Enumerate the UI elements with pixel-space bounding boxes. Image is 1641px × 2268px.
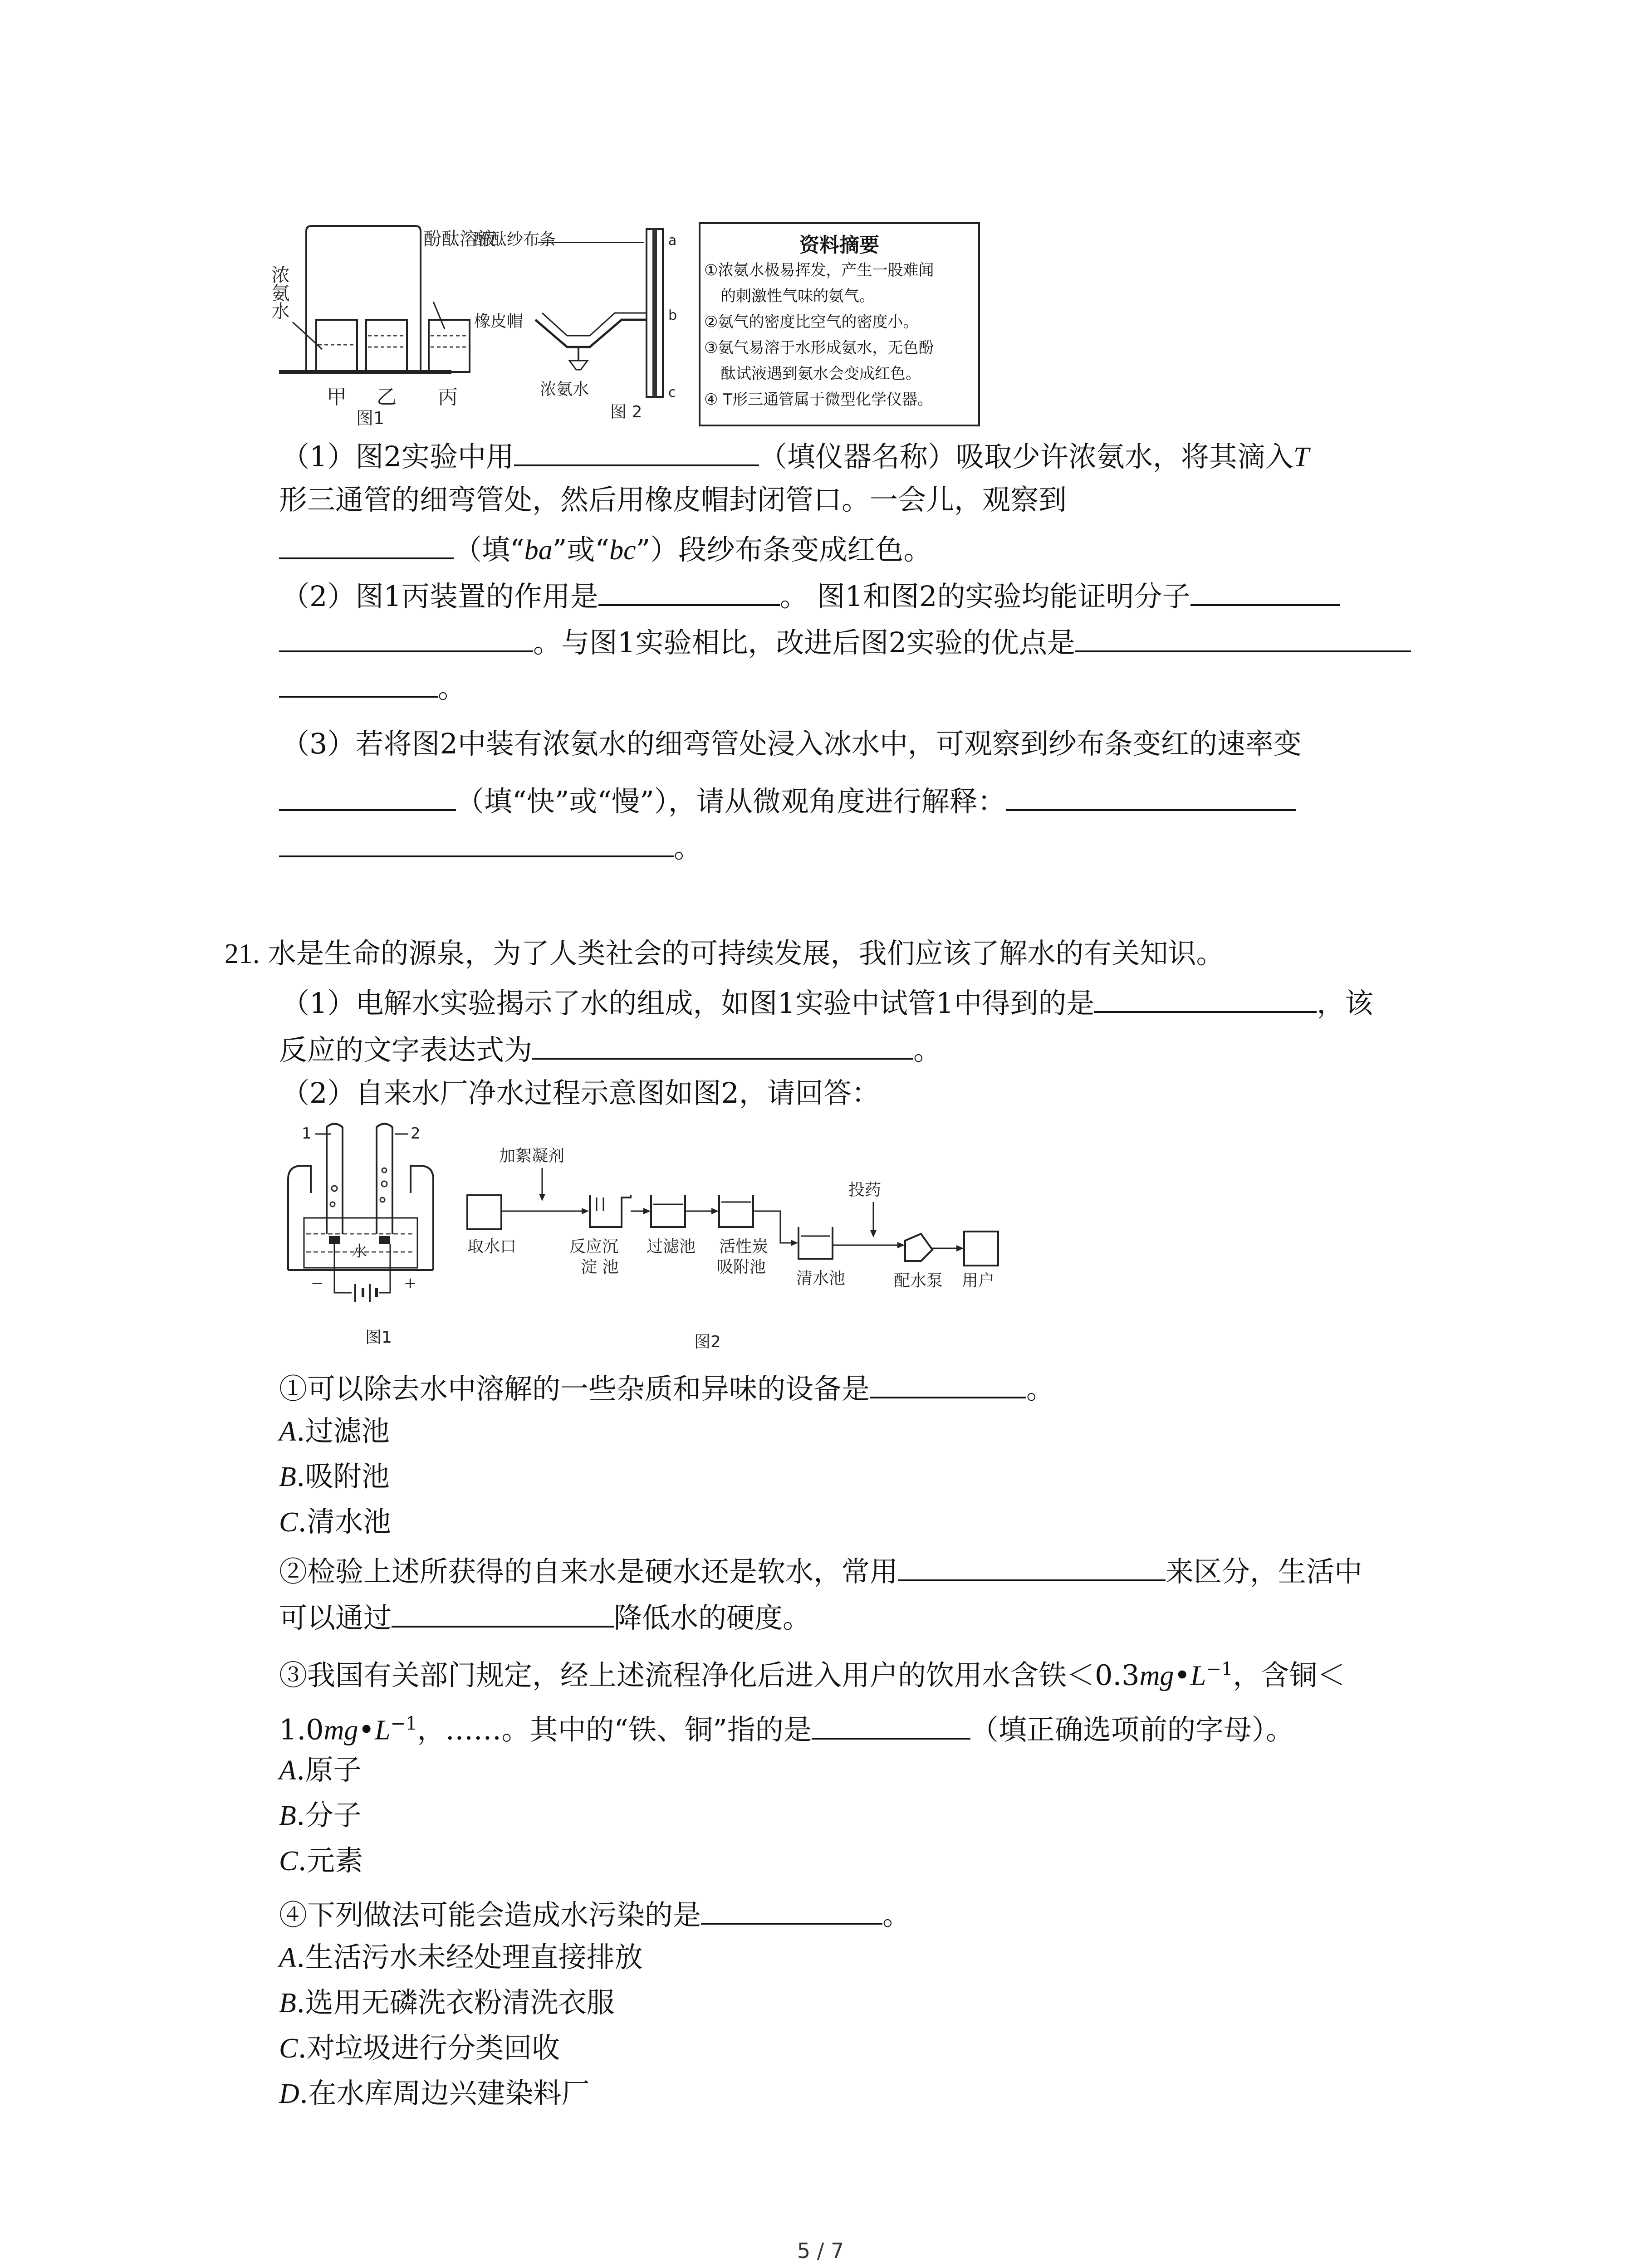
q21-sub3-line1: ③我国有关部门规定，经上述流程净化后进入用户的饮用水含铁$<0.3mg•L^{-1}$，含铜＜ [279,1658,1346,1692]
fig1-caption: 图1 [356,408,385,428]
figure-2-t-tube [474,222,696,426]
q21-sub3-line2: $1.0mg•L^{-1}$，……。其中的“铁、铜”指的是 （填正确选项前的字母）。 [279,1706,1294,1749]
info-line: ④ T形三通管属于微型化学仪器。 [704,391,933,409]
option-item[interactable]: C.对垃圾进行分类回收 [279,2031,560,2064]
answer-blank[interactable] [514,435,759,466]
answer-blank[interactable] [1190,575,1340,606]
marker-a: a [668,233,677,249]
fig1-label-left: 浓氨水 [269,265,289,320]
answer-blank[interactable] [870,1368,1026,1398]
answer-blank[interactable] [1094,982,1317,1013]
q20-part2-line3: 。 [279,667,466,706]
station-pump: 配水泵 [894,1271,943,1290]
answer-blank[interactable] [701,1894,882,1925]
option-item[interactable]: A.生活污水未经处理直接排放 [279,1941,643,1974]
answer-blank[interactable] [392,1597,614,1628]
answer-blank[interactable] [279,826,674,857]
minus-sign: − [311,1274,324,1292]
label-add-chemical: 投药 [848,1181,882,1199]
answer-blank[interactable] [279,667,438,698]
label-add-flocculant: 加絮凝剂 [499,1147,565,1165]
q21-sub1: ①可以除去水中溶解的一些杂质和异味的设备是 。 [279,1368,1054,1407]
q20-part2-line2: 。与图1实验相比，改进后图2实验的优点是 [279,621,1411,661]
option-item[interactable]: C.元素 [279,1844,363,1877]
q21-sub2-line1: ②检验上述所获得的自来水是硬水还是软水，常用 来区分，生活中 [279,1550,1362,1590]
q20-part3-line1: （3）若将图2中装有浓氨水的细弯管处浸入冰水中，可观察到纱布条变红的速率变 [281,727,1302,760]
q20-part2-line1: （2）图1丙装置的作用是 。 图1和图2的实验均能证明分子 [281,575,1340,615]
beaker-label-jia: 甲 [327,386,347,409]
beaker-label-bing: 丙 [438,386,458,409]
answer-blank[interactable] [1006,780,1296,811]
answer-blank[interactable] [279,621,533,652]
option-item[interactable]: C.清水池 [279,1505,392,1538]
option-item[interactable]: A.过滤池 [279,1414,390,1447]
fig1-label-right-text: 酚酞溶液 [423,229,496,249]
answer-blank[interactable] [898,1550,1166,1581]
q20-part1-line2: 形三通管的细弯管处，然后用橡皮帽封闭管口。一会儿，观察到 [279,483,1067,516]
info-box-lines [700,258,978,413]
info-line: ③氨气易溶于水形成氨水，无色酚 [704,339,934,357]
station-clear-water: 清水池 [796,1269,846,1288]
figure-1-ammonia-diffusion [269,222,496,428]
water-treatment-caption: 图2 [694,1333,721,1351]
info-summary-box [699,222,980,426]
option-item[interactable]: B.吸附池 [279,1460,390,1493]
beaker-label-yi: 乙 [377,386,397,409]
q20-part1-line1: （1）图2实验中用 （填仪器名称）吸取少许浓氨水，将其滴入T [281,435,1309,475]
marker-c: c [668,385,676,401]
marker-b: b [668,308,677,323]
electrolysis-caption: 图1 [365,1328,392,1347]
info-line: ①浓氨水极易挥发，产生一股难闻 [704,261,934,279]
station-sedimentation: 反应沉淀 池 [569,1237,619,1276]
fig2-caption: 图 2 [610,403,642,421]
fig2-label-cloth: 酚酞纱布条 [474,230,556,249]
fig2-label-bottom: 浓氨水 [540,380,589,399]
q21-part2-intro: （2）自来水厂净水过程示意图如图2，请回答： [281,1076,880,1110]
q21-stem: 21. 水是生命的源泉，为了人类社会的可持续发展，我们应该了解水的有关知识。 [225,937,1225,970]
answer-blank[interactable] [279,780,456,811]
tube-label-1: 1 [302,1124,312,1143]
q20-part3-line3: 。 [279,826,702,866]
q21-sub4: ④下列做法可能会造成水污染的是 。 [279,1894,911,1933]
info-line: ②氨气的密度比空气的密度小。 [704,313,919,331]
option-item[interactable]: B.分子 [279,1799,362,1832]
q21-part1-line2: 反应的文字表达式为 。 [279,1029,941,1068]
station-filter: 过滤池 [647,1237,696,1256]
figure-water-treatment [467,1143,1039,1351]
fig2-label-cap: 橡皮帽 [474,312,524,331]
q21-part1-line1: （1）电解水实验揭示了水的组成，如图1实验中试管1中得到的是 ，该 [281,982,1373,1022]
option-item[interactable]: B.选用无磷洗衣粉清洗衣服 [279,1986,615,2019]
option-item[interactable]: A.原子 [279,1753,362,1786]
info-box-title: 资料摘要 [799,234,879,257]
station-carbon: 活性炭吸附池 [717,1237,769,1276]
answer-blank[interactable] [279,528,454,559]
q20-part1-line3: （填“ba”或“bc”）段纱布条变成红色。 [279,528,931,568]
figure-electrolysis [279,1120,447,1347]
question-number: 21. [225,938,260,969]
info-line: 酞试液遇到氨水会变成红色。 [720,365,921,383]
station-user: 用户 [962,1271,995,1290]
q21-sub2-line2: 可以通过 降低水的硬度。 [279,1597,811,1636]
station-intake: 取水口 [467,1237,517,1256]
q20-part3-line2: （填“快”或“慢”），请从微观角度进行解释： [279,780,1296,820]
answer-blank[interactable] [598,575,780,606]
info-line: 的刺激性气味的氨气。 [720,287,875,305]
tube-label-2: 2 [411,1124,421,1143]
plus-sign: + [404,1274,417,1292]
answer-blank[interactable] [532,1029,913,1060]
page-number: 5 / 7 [797,2239,844,2263]
answer-blank[interactable] [812,1709,970,1740]
water-label: 水 [352,1242,367,1261]
answer-blank[interactable] [1075,621,1411,652]
option-item[interactable]: D.在水库周边兴建染料厂 [279,2077,590,2110]
